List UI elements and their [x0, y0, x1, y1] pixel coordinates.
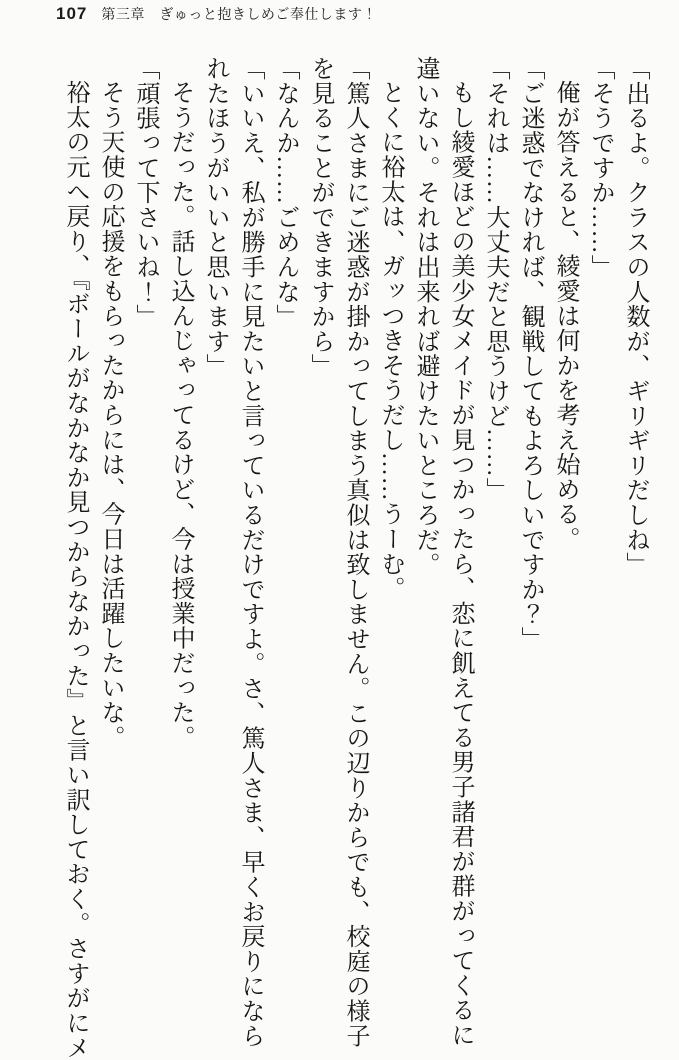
text-line: 違いない。それは出来れば避けたいところだ。 [412, 56, 438, 577]
text-line: 「篤人さまにご迷惑が掛かってしまう真似は致しません。この辺りからでも、校庭の様子 [342, 56, 368, 1048]
page-body [57, 56, 652, 1060]
text-line: そうだった。話し込んじゃってるけど、今は授業中だった。 [167, 80, 193, 750]
text-line: 「それは……大丈夫だと思うけど……」 [482, 56, 508, 503]
text-line: 「そうですか……」 [587, 56, 613, 280]
text-line: そう天使の応援をもらったからには、今日は活躍したいな。 [97, 80, 123, 750]
chapter-title: 第三章 ぎゅっと抱きしめご奉仕します！ [101, 6, 377, 22]
text-line: 「頑張って下さいね！」 [132, 56, 158, 329]
text-line: 「いいえ、私が勝手に見たいと言っているだけですよ。さ、篤人さま、早くお戻りになら [237, 56, 263, 1048]
text-line: れたほうがいいと思います」 [202, 56, 228, 379]
text-line: 俺が答えると、綾愛は何かを考え始める。 [552, 80, 578, 552]
text-line: 「なんか……ごめんな」 [272, 56, 298, 329]
text-line: 「出るよ。クラスの人数が、ギリギリだしね」 [622, 56, 648, 577]
text-line: もし綾愛ほどの美少女メイドが見つかったら、恋に飢えてる男子諸君が群がってくるに [447, 80, 473, 1048]
text-line: とくに裕太は、ガッつきそうだし……うーむ。 [377, 80, 403, 601]
page-number: 107 [56, 4, 88, 23]
text-line: 裕太の元へ戻り、『ボールがなかなか見つからなかった』と言い訳しておく。さすがにメ [62, 80, 88, 1060]
text-line: を見ることができますから」 [307, 56, 333, 379]
running-head [56, 4, 377, 24]
text-line: 「ご迷惑でなければ、観戦してもよろしいですか？」 [517, 56, 543, 652]
